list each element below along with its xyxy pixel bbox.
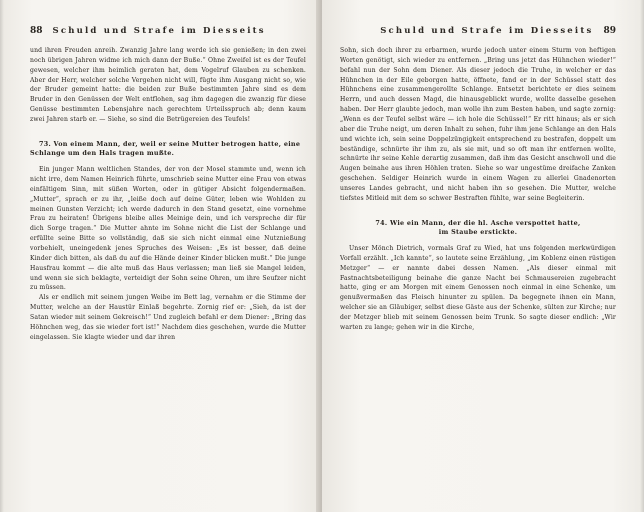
paragraph: Ein junger Mann weltlichen Standes, der von der Mosel stammte und, wenn ich nicht irre, dem Namen Heinrich führte, umschrieb seine Mutter eine Frau von etwas einfältigem Sinn, mit süßen Worten, oder in gütiger Absicht folgendermaßen. „Mutter“, sprach er zu ihr, „leiße doch auf deine Güter, leben wie Wohlden zu meinen Gunsten Verzicht; ich werde dadurch in den Stand gesetzt, eine vornehme Frau zu heiraten! Übrigens bleibe alles Meinige dein, und ich verspreche dir für dich Sorge tragen.“ Die Mutter ahnte im Sohne nicht die List der Schlange und erfüllte seine Bitte so vollständig, daß sie sich nicht einmal eine Nutznießung vorbehielt, uneingedenk jenes Spruches des Weisen: „Es ist besser, daß deine Kinder dich bitten, als daß du auf die Hände deiner Kinder blicken mußt.“ Die junge Hausfrau kommt — die alte muß das Haus verlassen; man ließ sie Mangel leiden, und wenn sie sich beklagte, verteidigt der Sohn seine Ohren, um ihre Seufzer nicht zu müssen. [30,166,306,292]
page-edge-left [0,0,4,512]
page-right [322,0,644,512]
paragraph-spacer [340,204,616,208]
folio-right: 89 [603,26,616,36]
running-head-title-left: Schuld und Strafe im Diesseits [52,26,266,36]
running-head-title-right: Schuld und Strafe im Diesseits [380,26,594,36]
chapter-heading-line-2: im Staube erstickte. [438,228,518,237]
chapter-heading-73: 73. Von einem Mann, der, weil er seine Mutter betrogen hatte, eine Schlange um den Hals tragen mußte. [30,139,301,158]
running-head-left [30,26,306,36]
page-edge-right [640,0,644,512]
chapter-heading-line-1: 74. Wie ein Mann, der die hl. Asche verspottet hatte, [375,218,581,227]
chapter-heading-74 [340,219,616,238]
paragraph-spacer [30,125,306,129]
paragraph: Unser Mönch Dietrich, vormals Graf zu Wied, hat uns folgenden merkwürdigen Vorfall erzählt. „Ich kannte“, so lautete seine Erzählung, „im Koblenz einen rüstigen Metzger“ — er nannte dabei dessen Namen. „Als dieser einmal mit Fastnachtsbeteiligung beinahe die ganze Nacht bei Schmausereien zugebracht hatte, ging er am Morgen mit einem Genossen noch einmal in eine Schenke, um genußvermaßen das Fleisch hinunter zu spülen. Da begegnete ihnen ein Mann, welcher sie an Gläubiger, selbst diese Gäste aus der Schenke, sülten zur Kirche; nur der Metzger blieb mit seinem Genossen beim Trunk. So sagte dieser endlich: „Wir warten zu lange; gehen wir in die Kirche, [340,244,616,331]
paragraph: und ihren Freuden anreih. Zwanzig Jahre lang werde ich sie genießen; in den zwei noch übrigen Jahren widme ich mich dann der Buße.“ Ohne Zweifel ist es der Teufel gewesen, welcher ihm heimlich geraten hat, dem Vogelruf Glauben zu schenken. Aber der Herr, welcher solche Vergehen nicht will, fügte ihm Ausgang nicht so, wie der Bruder gemeint hatte: die beiden zur Buße bestimmten Jahre sind es dem Bruder in den Genüssen der Welt entflohen, sag ihm dagegen die zwanzig für diese Genüsse bestimmten Lebensjahre nach gerechtem Urteilsspruch ab; denn kaum zwei Jahren starb er. — Siehe, so sind die Betrügereien des Teufels! [30,47,306,124]
folio-left: 88 [30,26,43,36]
running-head-right [340,26,616,36]
paragraph: Als er endlich mit seinem jungen Weibe im Bett lag, vernahm er die Stimme der Mutter, welche an der Haustür Einlaß begehrte. Zornig rief er: „Sieh, da ist der Satan wieder mit seinem Gekreisch!“ Und zugleich befahl er dem Diener: „Bring das Höhnchen weg, das sie wieder fort ist!“ Nachdem dies geschehen, wurde die Mutter eingelassen. Sie klagte wieder und dar ihren [30,294,306,341]
paragraph: Sohn, sich doch ihrer zu erbarmen, wurde jedoch unter einem Sturm von heftigen Worten genötigt, sich wieder zu entfernen. „Bring uns jetzt das Hühnchen wieder!“ befahl nun der Sohn dem Diener. Als dieser jedoch die Truhe, in welcher er das Hühnchen in der Eile geborgen hatte, öffnete, fand er in der Schüssel statt des Hühnchens eine zusammengerollte Schlange. Entsetzt berichtete er dies seinem Herrn, und auch dessen Magd, die hinausgeblickt wurde, wollte dasselbe gesehen haben. Der Herr glaubte jedoch, man wolle ihn zum Besten haben, und sagte zornig: „Wenn es der Teufel selbst wäre — ich hole die Schüssel!“ Er ritt hinaus; als er sich aber die Truhe neigt, um deren Inhalt zu sehen, fuhr ihm jene Schlange an den Hals und wichte ich, sein seine Doppelzüngigkeit entsprechend zu bestrafen, doppelt um beständige, schnürte ihr ihm zu, als sie mit, und so oft man ihr entfernen wollte, schnürte ihr seine Kehle derartig zusammen, daß ihm das Gesicht anschwoll und die Augen beinahe aus ihren Höhlen traten. Siehe so war ungestüme dreifache Zanken geschehen. Seldiger Heinrich wurde in einem Wagen zu allerlei Gnadenorten unseres Landes gebracht, und nicht haben ihn so gesehen. Die Mutter, welche tiefstes Mitleid mit dem so schwer Bestraften fühlte, war seine Begleiterin. [340,47,616,202]
